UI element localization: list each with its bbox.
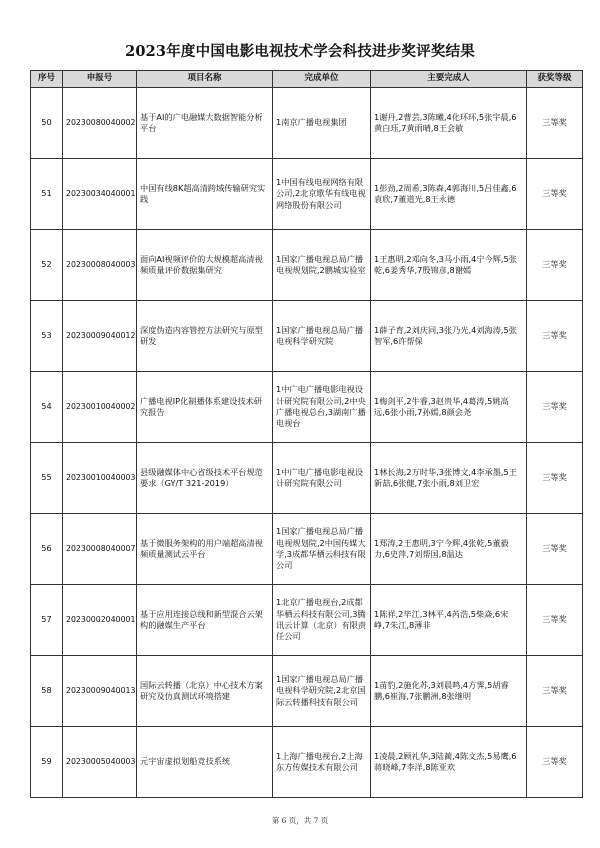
header-people: 主要完成人 (371, 71, 527, 88)
header-award: 获奖等级 (527, 71, 583, 88)
cell-people: 1苗豹,2施化苏,3刘晨鸣,4方霁,5胡睿鹏,6崔海,7张鹏洲,8张继明 (371, 656, 527, 727)
cell-people: 1郑涛,2王惠明,3宁今辉,4张乾,5董毅力,6史萍,7刘帮国,8温达 (371, 514, 527, 585)
cell-people: 1凌晨,2顾礼华,3陆蔺,4陈文杰,5易鹰,6蒋晓峰,7李洋,8陈亚欢 (371, 727, 527, 798)
page-footer: 第 6 页，共 7 页 (271, 816, 329, 825)
cell-award: 三等奖 (527, 443, 583, 514)
cell-app-no: 20230008040007 (63, 514, 137, 585)
cell-unit: 1国家广播电视总局广播电视规划院,2中国传媒大学,3成都华栖云科技有限公司 (273, 514, 371, 585)
cell-unit: 1国家广播电视总局广播电视科学研究院,2北京国际云转播科技有限公司 (273, 656, 371, 727)
results-table (30, 70, 583, 798)
cell-unit: 1北京广播电视台,2成都华栖云科技有限公司,3腾讯云计算（北京）有限责任公司 (273, 585, 371, 656)
cell-app-no: 20230002040001 (63, 585, 137, 656)
table-row (31, 585, 583, 656)
cell-people: 1彭劲,2周希,3陈森,4郭海川,5吕佳鑫,6袁欣,7董道光,8王永德 (371, 159, 527, 230)
cell-project: 基于AI的广电融媒大数据智能分析平台 (137, 88, 273, 159)
cell-no: 58 (31, 656, 63, 727)
cell-no: 54 (31, 372, 63, 443)
cell-project: 国际云转播（北京）中心技术方案研究及仿真测试环境搭建 (137, 656, 273, 727)
table-row (31, 656, 583, 727)
cell-no: 56 (31, 514, 63, 585)
table-row (31, 514, 583, 585)
cell-project: 深度伪造内容管控方法研究与原型研发 (137, 301, 273, 372)
header-app-no: 申报号 (63, 71, 137, 88)
cell-award: 三等奖 (527, 230, 583, 301)
cell-award: 三等奖 (527, 656, 583, 727)
cell-people: 1梅剑平,2牛睿,3赵贵华,4葛涛,5姚高远,6张小雨,7孙嫣,8颜会尧 (371, 372, 527, 443)
cell-no: 59 (31, 727, 63, 798)
cell-people: 1王惠明,2邓向冬,3马小雨,4宁今辉,5张乾,6姜秀华,7殷锦彦,8谢嫣 (371, 230, 527, 301)
cell-people: 1陈祥,2毕江,3林平,4芮浩,5柴焱,6宋峥,7朱江,8薄非 (371, 585, 527, 656)
cell-app-no: 20230009040013 (63, 656, 137, 727)
cell-no: 57 (31, 585, 63, 656)
table-row (31, 301, 583, 372)
cell-project: 面向AI视频评价的大规模超高清视频质量评价数据集研究 (137, 230, 273, 301)
cell-app-no: 20230010040003 (63, 443, 137, 514)
table-row (31, 372, 583, 443)
cell-no: 50 (31, 88, 63, 159)
cell-award: 三等奖 (527, 88, 583, 159)
cell-app-no: 20230034040001 (63, 159, 137, 230)
cell-unit: 1南京广播电视集团 (273, 88, 371, 159)
header-project: 项目名称 (137, 71, 273, 88)
cell-project: 元宇宙虚拟划船竞技系统 (137, 727, 273, 798)
cell-people: 1林长海,2万时华,3张博文,4李承墨,5王新喆,6张健,7张小雨,8刘卫宏 (371, 443, 527, 514)
header-no: 序号 (31, 71, 63, 88)
cell-unit: 1国家广播电视总局广播电视科学研究院 (273, 301, 371, 372)
cell-no: 55 (31, 443, 63, 514)
cell-unit: 1上海广播电视台,2上海东方传媒技术有限公司 (273, 727, 371, 798)
page-title: 2023年度中国电影电视技术学会科技进步奖评奖结果 (125, 43, 475, 60)
table-header-row (31, 71, 583, 88)
cell-app-no: 20230009040012 (63, 301, 137, 372)
cell-award: 三等奖 (527, 159, 583, 230)
table-row (31, 88, 583, 159)
cell-app-no: 20230010040002 (63, 372, 137, 443)
cell-no: 53 (31, 301, 63, 372)
cell-award: 三等奖 (527, 727, 583, 798)
table-row (31, 727, 583, 798)
cell-people: 1谢丹,2曹芸,3陈曦,4化环环,5张宇晨,6黄白珏,7黄雨晴,8王会敏 (371, 88, 527, 159)
cell-unit: 1中广电广播电影电视设计研究院有限公司,2中央广播电视总台,3湖南广播电视台 (273, 372, 371, 443)
cell-project: 基于应用连接总线和新型混合云架构的融媒生产平台 (137, 585, 273, 656)
cell-unit: 1国家广播电视总局广播电视规划院,2鹏城实验室 (273, 230, 371, 301)
header-unit: 完成单位 (273, 71, 371, 88)
cell-no: 51 (31, 159, 63, 230)
table-row (31, 230, 583, 301)
cell-project: 基于微服务架构的用户端超高清视频质量测试云平台 (137, 514, 273, 585)
cell-project: 广播电视IP化制播体系建设技术研究报告 (137, 372, 273, 443)
cell-award: 三等奖 (527, 585, 583, 656)
cell-award: 三等奖 (527, 372, 583, 443)
cell-award: 三等奖 (527, 514, 583, 585)
cell-app-no: 20230080040002 (63, 88, 137, 159)
cell-project: 中国有线8K超高清跨域传输研究实践 (137, 159, 273, 230)
cell-app-no: 20230005040003 (63, 727, 137, 798)
cell-project: 县级融媒体中心省级技术平台规范要求（GY/T 321-2019） (137, 443, 273, 514)
cell-no: 52 (31, 230, 63, 301)
cell-unit: 1中国有线电视网络有限公司,2北京歌华有线电视网络股份有限公司 (273, 159, 371, 230)
cell-app-no: 20230008040003 (63, 230, 137, 301)
cell-people: 1薛子育,2刘庆同,3张乃光,4刘海涛,5张智军,6许帮保 (371, 301, 527, 372)
table-row (31, 159, 583, 230)
table-row (31, 443, 583, 514)
cell-unit: 1中广电广播电影电视设计研究院有限公司 (273, 443, 371, 514)
cell-award: 三等奖 (527, 301, 583, 372)
